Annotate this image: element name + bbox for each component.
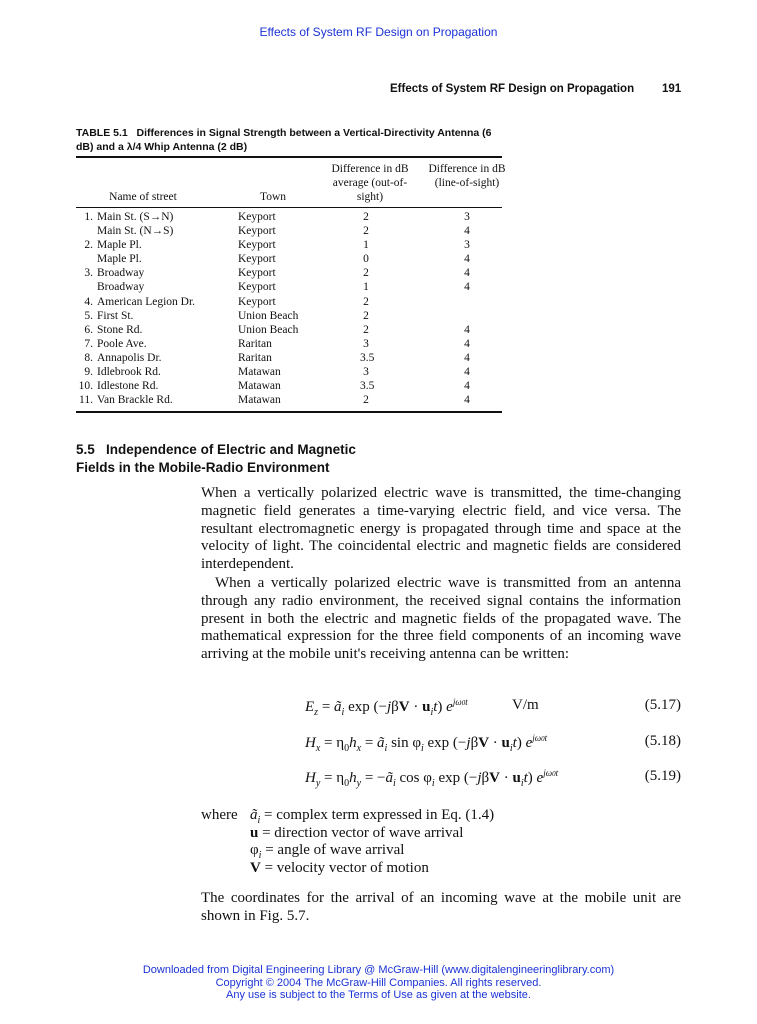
town-cell: Matawan — [238, 380, 281, 393]
row-number: 9. — [84, 366, 93, 379]
where-item-1: $ã_i$ = complex term expressed in Eq. (1.4) — [250, 807, 495, 826]
section-number: 5.5 — [76, 442, 95, 457]
equation-5-18-number: (5.18) — [644, 733, 681, 749]
town-cell: Keyport — [238, 239, 276, 252]
los-diff-cell: 4 — [464, 267, 470, 280]
street-name-cell: Poole Ave. — [97, 337, 147, 350]
street-name-cell: Main St. (N→S) — [97, 225, 174, 238]
avg-diff-cell: 0 — [363, 253, 369, 266]
row-number: 10. — [78, 380, 93, 393]
town-cell: Keyport — [238, 253, 276, 266]
avg-diff-cell: 3 — [363, 366, 369, 379]
column-header-avg: Difference in dB average (out-of-sight) — [331, 163, 409, 203]
row-number: 4. — [84, 295, 93, 308]
avg-diff-cell: 3 — [363, 337, 369, 350]
los-diff-cell: 4 — [464, 337, 470, 350]
street-name-cell: Maple Pl. — [97, 253, 142, 266]
section-title-line2: Fields in the Mobile-Radio Environment — [76, 460, 330, 475]
avg-diff-cell: 2 — [363, 225, 369, 238]
street-name-cell: Van Brackle Rd. — [97, 394, 173, 407]
avg-diff-cell: 2 — [363, 394, 369, 407]
paragraph-3: The coordinates for the arrival of an incoming wave at the mobile unit are shown in Fig. 5.7. — [201, 890, 681, 924]
street-name-cell: American Legion Dr. — [97, 295, 196, 308]
paragraph-2: When a vertically polarized electric wave is transmitted from an antenna through any radio environment, the received signal contains the information present in both the electric and magnetic fields of the propagated wave. The mathematical expression for the three field components of an incoming wave arriving at the mobile unit's receiving antenna can be written: — [201, 575, 681, 663]
street-name-cell: Maple Pl. — [97, 239, 142, 252]
town-cell: Keyport — [238, 211, 276, 223]
page-number: 191 — [662, 83, 682, 95]
equation-5-18: $H_x = \eta_0h_x$ = $ã_i$ $\sin \varphi_i$ $\exp (-j\beta V \cdot u_it)$ $e^{j\omega 0t}$ — [305, 733, 548, 754]
equation-5-19-number: (5.19) — [644, 768, 681, 784]
row-number: 1. — [84, 211, 93, 223]
table-caption-text: Differences in Signal Strength between a Vertical-Directivity Antenna (6 dB) and a λ/4 Whip Antenna (2 dB) — [76, 127, 492, 153]
footer — [0, 964, 757, 1002]
avg-diff-cell: 3.5 — [360, 351, 375, 364]
where-item-2: u = direction vector of wave arrival — [250, 825, 464, 841]
avg-diff-cell: 1 — [363, 239, 369, 252]
where-item-4: V = velocity vector of motion — [250, 860, 429, 876]
avg-diff-cell: 2 — [363, 295, 369, 308]
avg-diff-cell: 2 — [363, 309, 369, 322]
town-cell: Matawan — [238, 366, 281, 379]
los-diff-cell: 4 — [464, 225, 470, 238]
los-diff-cell: 4 — [464, 281, 470, 294]
table-bottom-rule — [76, 411, 502, 413]
section-heading — [76, 441, 356, 477]
los-diff-cell: 3 — [464, 211, 470, 223]
street-name-cell: Main St. (S→N) — [97, 211, 174, 223]
street-name-cell: Stone Rd. — [97, 323, 143, 336]
street-name-cell: Idlestone Rd. — [97, 380, 159, 393]
where-item-3: $\varphi_i$ = angle of wave arrival — [250, 842, 405, 861]
paragraph-1: When a vertically polarized electric wave is transmitted, the time-changing magnetic field generates a time-varying electric field, and vice versa. The resultant electromagnetic energy is propagated through time and space at the velocity of light. The coincidental electric and magnetic fields are considered interdependent. — [201, 485, 681, 573]
street-name-cell: Annapolis Dr. — [97, 351, 162, 364]
los-diff-cell: 4 — [464, 351, 470, 364]
los-diff-cell: 4 — [464, 323, 470, 336]
los-diff-cell: 4 — [464, 366, 470, 379]
row-number: 2. — [84, 239, 93, 252]
equation-5-17: $E_z$ = $ã_i$ $\exp (-j\beta V \cdot u_it)$ $e^{j\omega 0t}$ — [305, 697, 468, 718]
equation-5-17-number: (5.17) — [644, 697, 681, 713]
row-number: 6. — [84, 323, 93, 336]
street-name-cell: Idlebrook Rd. — [97, 366, 161, 379]
avg-diff-cell: 1 — [363, 281, 369, 294]
los-diff-cell: 3 — [464, 239, 470, 252]
footer-terms-link[interactable]: Any use is subject to the Terms of Use as given at the website. — [226, 989, 531, 1001]
avg-diff-cell: 2 — [363, 267, 369, 280]
footer-download-link[interactable]: Downloaded from Digital Engineering Library @ McGraw-Hill (www.digitalengineeringlibrary.com) — [142, 964, 615, 976]
row-number: 8. — [84, 351, 93, 364]
equation-5-17-unit: V/m — [512, 697, 539, 713]
table-top-rule — [76, 156, 502, 158]
column-header-name: Name of street — [109, 191, 177, 203]
table-caption-label: TABLE 5.1 — [76, 127, 128, 139]
where-label: where — [201, 807, 238, 823]
town-cell: Union Beach — [238, 323, 299, 336]
street-name-cell: Broadway — [97, 267, 145, 280]
avg-diff-cell: 2 — [363, 323, 369, 336]
avg-diff-cell: 3.5 — [360, 380, 375, 393]
running-head: Effects of System RF Design on Propagation — [390, 83, 635, 95]
los-diff-cell: 4 — [464, 380, 470, 393]
section-title-line1: Independence of Electric and Magnetic — [106, 442, 356, 457]
town-cell: Raritan — [238, 337, 272, 350]
street-name-cell: First St. — [97, 309, 134, 322]
row-number: 3. — [84, 267, 93, 280]
column-header-los: Difference in dB (line-of-sight) — [428, 163, 506, 189]
los-diff-cell: 4 — [464, 394, 470, 407]
town-cell: Keyport — [238, 281, 276, 294]
avg-diff-cell: 2 — [363, 211, 369, 223]
row-number: 11. — [79, 394, 93, 407]
equation-5-19: $H_y = \eta_0h_y$ = $-ã_i$ $\cos \varphi_i$ $\exp (-j\beta V \cdot u_it)$ $e^{j\omega 0t}$ — [305, 768, 559, 789]
los-diff-cell: 4 — [464, 253, 470, 266]
row-number: 5. — [84, 309, 93, 322]
row-number: 7. — [84, 337, 93, 350]
table-caption — [76, 126, 506, 154]
street-name-cell: Broadway — [97, 281, 145, 294]
town-cell: Keyport — [238, 225, 276, 238]
town-cell: Union Beach — [238, 309, 299, 322]
footer-copyright: Copyright © 2004 The McGraw-Hill Companies. All rights reserved. — [215, 976, 542, 989]
town-cell: Matawan — [238, 394, 281, 407]
town-cell: Keyport — [238, 267, 276, 280]
table-header-rule — [76, 207, 502, 208]
town-cell: Raritan — [238, 351, 272, 364]
top-header-link[interactable]: Effects of System RF Design on Propagation — [259, 25, 498, 39]
column-header-town: Town — [259, 191, 287, 203]
town-cell: Keyport — [238, 295, 276, 308]
